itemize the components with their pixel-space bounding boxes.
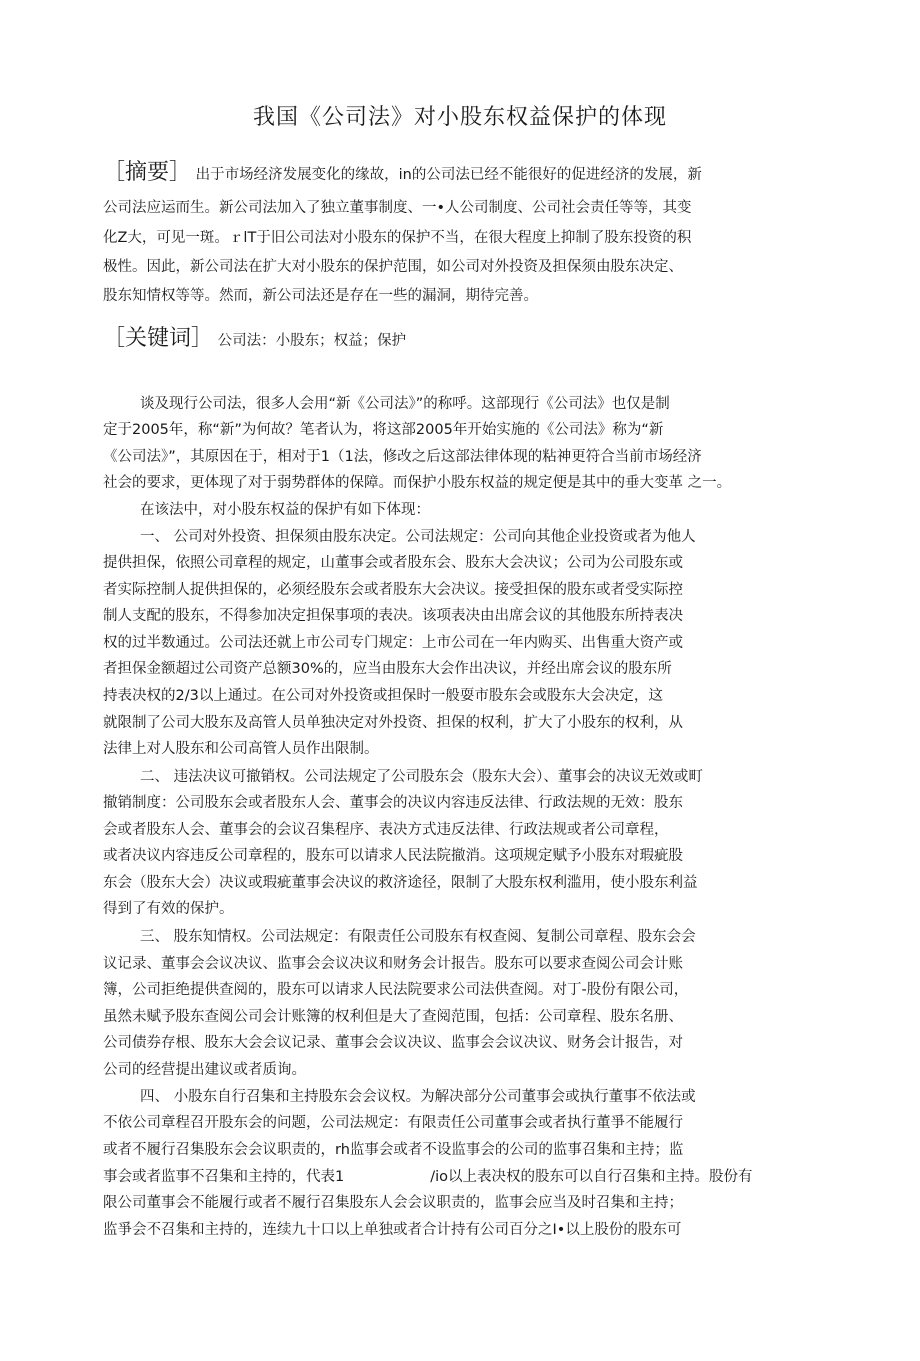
body-line: 持表决权的2/3以上通过。在公司对外投资或担保时一般耍市股东会或股东大会决定，这 — [103, 688, 663, 704]
document-title: 我国《公司法》对小股东权益保护的体现 — [252, 105, 667, 130]
body-line: 定于2005年，称“新”为何故？笔者认为，将这部2005年开始实施的《公司法》称为“新 — [103, 422, 664, 438]
abstract-line: 股东知情权等等。然而，新公司法还是存在一些的漏洞，期待完善。 — [103, 288, 538, 304]
abstract-line: ［摘要］ 出于市场经济发展变化的缘故，in的公司法已经不能很好的促进经济的发展，新 — [103, 160, 702, 185]
body-line: 或者不履行召集股东会会议职责的，rh监事会或者不设监事会的公司的监事召集和主持；监 — [103, 1142, 684, 1158]
body-line: 议记录、董事会会议决议、监事会会议决议和财务会计报告。股东可以要求查阅公司会计账 — [103, 956, 683, 972]
body-line: 监爭会不召集和主持的，连续九十口以上单独或者合计持有公司百分之I•以上股份的股东可 — [103, 1222, 682, 1238]
body-line: 公司债券存根、股东大会会议记录、董事会会议决议、监事会会议决议、财务会计报告，对 — [103, 1035, 683, 1051]
body-line: 权的过半数通过。公司法还就上市公司专门规定：上市公司在一年内购买、出售重大资产或 — [103, 635, 683, 651]
body-line: 谈及现行公司法，很多人会用“新《公司法》”的称呼。这部现行《公司法》也仅是制 — [140, 396, 670, 412]
body-line: 会或者股东人会、董事会的会议召集程序、表决方式违反法律、行政法规或者公司章程， — [103, 822, 669, 838]
body-line: 事会或者监事不召集和主持的，代表1 /io以上表决权的股东可以自行召集和主持。股份有 — [103, 1169, 753, 1185]
keywords-text: 公司法：小股东；权益；保护 — [217, 333, 407, 349]
body-line: 公司的经营提出建议或者质询。 — [103, 1062, 306, 1078]
keywords-heading: ［关键词］ — [103, 326, 214, 351]
body-line: 社会的要求，更体现了对于弱势群体的保障。而保护小股东权益的规定便是其中的垂大变革 之一。 — [103, 475, 732, 491]
body-line: 东会（股东大会）决议或瑕疵董事会决议的救济途径，限制了大股东权利滥用，使小股东利益 — [103, 875, 698, 891]
body-line: 制人支配的股东，不得参加决定担保事项的表决。该项表决由出席会议的其他股东所持表决 — [103, 608, 683, 624]
body-line: 者实际控制人捉供担保的，必须经股东会或者股东大会决议。接受担保的股东或者受实际控 — [103, 582, 683, 598]
body-line: 不依公司章程召开股东会的问题，公司法规定：有限责任公司董事会或者执行董爭不能履行 — [103, 1115, 683, 1131]
body-line: 者担保金额超过公司资产总额30%的，应当由股东大会作出决议，并经出席会议的股东所 — [103, 661, 672, 677]
body-line: 虽然未赋予股东查阅公司会计账簿的权利但是大了查阅范围，包括：公司章程、股东名册、 — [103, 1009, 683, 1025]
body-line: 《公司法》”，其原因在于，相对于1（1法，修改之后这部法律体现的粘神更符合当前市场经济 — [103, 449, 702, 465]
body-line: 限公司董事会不能履行或者不履行召集股东人会会议职责的，监事会应当及时召集和主持； — [103, 1195, 683, 1211]
body-line: 三、 股东知情权。公司法规定：有限责任公司股东有权查阅、复制公司章程、股东会会 — [140, 929, 696, 945]
body-line: 法律上对人股东和公司高管人员作出限制。 — [103, 741, 379, 757]
abstract-line: 公司法应运而生。新公司法加入了独立董事制度、一•人公司制度、公司社会责任等等，其变 — [103, 200, 692, 216]
body-line: 或者决议内容违反公司章程的，股东可以请求人民法院撤消。这项规定赋予小股东对瑕疵股 — [103, 848, 683, 864]
body-line: 在该法中，对小股东权益的保护有如下体现： — [140, 502, 430, 518]
abstract-line: 极性。因此，新公司法在扩大对小股东的保护范围，如公司对外投资及担保须由股东决定、 — [103, 259, 683, 275]
body-line: 二、 违法决议可撤销权。公司法规定了公司股东会（股东大会）、董事会的决议无效或町 — [140, 769, 703, 785]
body-line: 簿，公司拒绝提供查阅的，股东可以请求人民法院要求公司法供查阅。对丁-股份有限公司， — [103, 982, 689, 998]
body-line: 撤销制度：公司股东会或者股东人会、董事会的决议内容违反法律、行政法规的无效：股东 — [103, 795, 683, 811]
body-line: 四、 小股东自行召集和主持股东会会议权。为解决部分公司董事会或执行董事不依法或 — [140, 1089, 696, 1105]
body-line: 一、 公司对外投资、担保须由股东决定。公司法规定：公司向其他企业投资或者为他人 — [140, 529, 696, 545]
abstract-heading: ［摘要］ — [103, 160, 192, 185]
body-line: 得到了有效的保护。 — [103, 901, 234, 917]
abstract-line: 化Z大，可见一斑。ｒlT于旧公司法对小股东的保护不当，在很大程度上抑制了股东投资的积 — [103, 230, 692, 246]
keywords-line — [103, 326, 407, 351]
body-line: 提供担保，依照公司章程的规定，山董事会或者股东会、股东大会决议；公司为公司股东或 — [103, 555, 683, 571]
body-line: 就限制了公司大股东及高管人员单独决定对外投资、担保的权利，扩大了小股东的权利，从 — [103, 715, 683, 731]
